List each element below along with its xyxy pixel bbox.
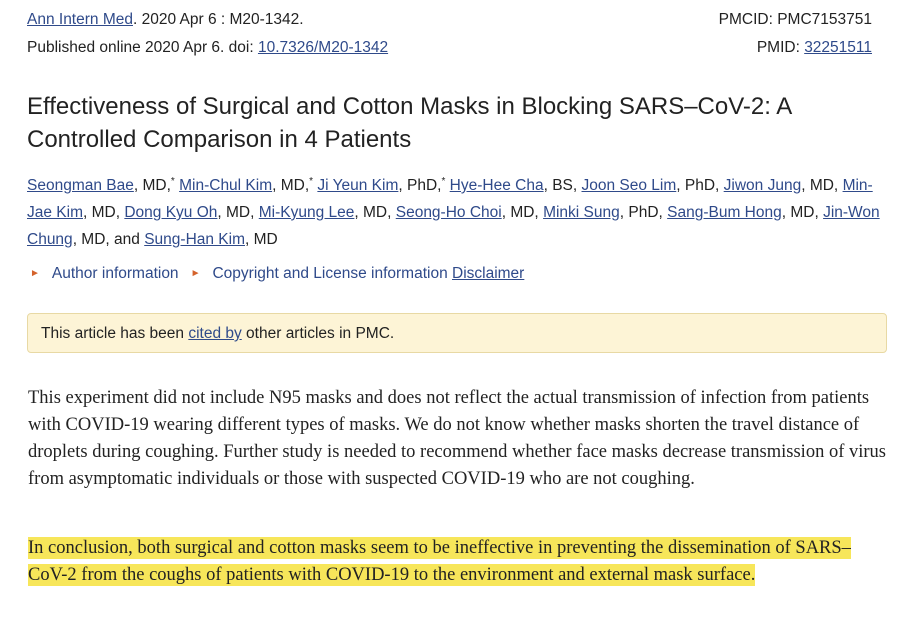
author-link[interactable]: Min-Jae Kim (27, 177, 873, 221)
conclusion-paragraph (28, 535, 888, 589)
pmid-prefix: PMID: (756, 39, 805, 56)
author-degree: , MD, (83, 204, 121, 221)
author-degree: , MD, (133, 177, 171, 194)
citation-date: . 2020 Apr 6 : M20-1342. (132, 11, 304, 28)
author-link[interactable]: Seongman Bae (27, 177, 134, 194)
copyright-toggle[interactable]: Copyright and License information (212, 265, 448, 282)
author-link[interactable]: Jin-Won Chung (27, 204, 880, 248)
highlighted-conclusion: In conclusion, both surgical and cotton masks seem to be ineffective in preventing the dissemination of SARS–CoV-2 from the coughs of patients with COVID-19 to the environment and external mask surface. (28, 538, 851, 585)
published-info (27, 38, 388, 58)
author-footnote-marker: * (441, 175, 446, 187)
author-degree: , MD, (781, 204, 819, 221)
doi-link[interactable]: 10.7326/M20-1342 (257, 39, 389, 56)
author-degree: , PhD, (676, 177, 720, 194)
notice-suffix: other articles in PMC. (241, 325, 395, 342)
pmid-link[interactable]: 32251511 (804, 39, 872, 56)
author-information-toggle[interactable]: Author information (51, 265, 179, 282)
pmcid-label: PMCID: PMC7153751 (718, 11, 872, 28)
article-title: Effectiveness of Surgical and Cotton Masks in Blocking SARS–CoV-2: A Controlled Comparison in 4 Patients (27, 93, 791, 153)
disclaimer-link[interactable]: Disclaimer (452, 265, 525, 282)
journal-link[interactable]: Ann Intern Med (27, 11, 133, 28)
author-footnote-marker: * (309, 175, 314, 187)
author-degree: , MD, and (72, 231, 140, 248)
author-degree: , PhD, (619, 204, 663, 221)
cited-by-notice (27, 313, 887, 353)
cited-by-link[interactable]: cited by (188, 325, 242, 342)
author-degree: , MD (245, 231, 278, 248)
body-paragraph: This experiment did not include N95 masks and does not reflect the actual transmission of infection from patients with COVID-19 wearing different types of masks. We do not know whether masks shorten the travel distance of droplets during coughing. Further study is needed to recommend whether face masks decrease transmission of virus from asymptomatic individuals or those with suspected COVID-19 who are not coughing. (28, 388, 886, 489)
author-degree: , MD, (801, 177, 839, 194)
author-degree: , BS, (543, 177, 578, 194)
author-degree: , MD, (354, 204, 392, 221)
author-link[interactable]: Dong Kyu Oh (124, 204, 218, 221)
author-link[interactable]: Mi-Kyung Lee (258, 204, 355, 221)
author-link[interactable]: Min-Chul Kim (179, 177, 273, 194)
author-degree: , MD, (217, 204, 255, 221)
author-link[interactable]: Ji Yeun Kim (317, 177, 399, 194)
author-list (27, 172, 887, 253)
author-footnote-marker: * (170, 175, 175, 187)
author-degree: , MD, (501, 204, 539, 221)
citation-row-2 (27, 38, 872, 58)
notice-prefix: This article has been (41, 325, 189, 342)
citation-row-1 (27, 10, 872, 30)
pmid-info (757, 38, 872, 58)
author-link[interactable]: Sang-Bum Hong (667, 204, 782, 221)
citation-source (27, 10, 304, 30)
article-info-row (30, 264, 524, 284)
author-link[interactable]: Jiwon Jung (723, 177, 802, 194)
published-prefix: Published online 2020 Apr 6. doi: (27, 39, 258, 56)
author-link[interactable]: Minki Sung (543, 204, 620, 221)
expand-triangle-icon: ► (190, 268, 201, 279)
author-degree: , MD, (272, 177, 310, 194)
author-link[interactable]: Seong-Ho Choi (395, 204, 502, 221)
author-link[interactable]: Joon Seo Lim (581, 177, 677, 194)
expand-triangle-icon: ► (30, 268, 40, 279)
author-link[interactable]: Sung-Han Kim (144, 231, 245, 248)
author-degree: , PhD, (398, 177, 442, 194)
author-link[interactable]: Hye-Hee Cha (449, 177, 544, 194)
